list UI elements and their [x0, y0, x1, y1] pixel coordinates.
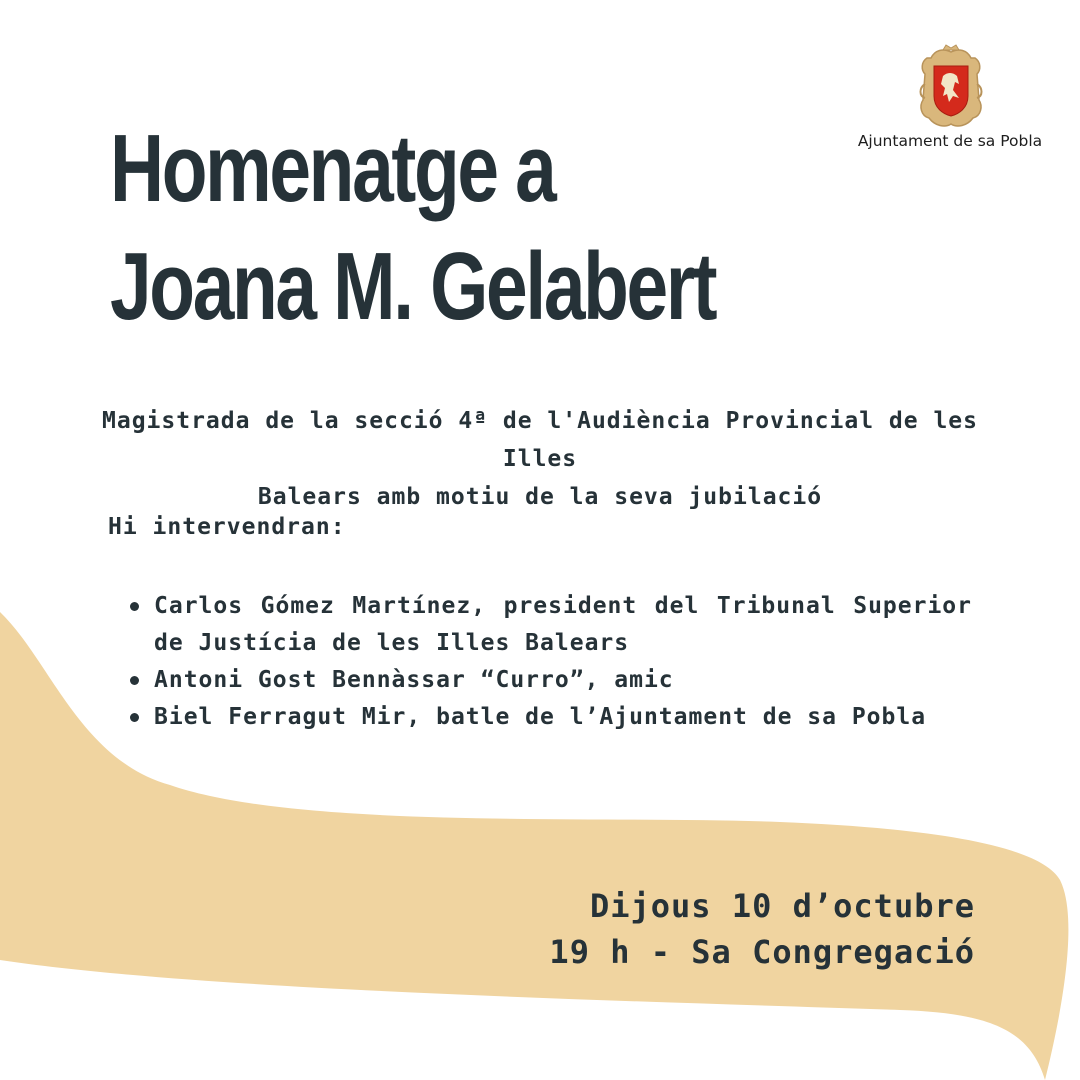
- title-line-1: Homenatge a: [110, 115, 555, 222]
- bullet-icon: [130, 713, 139, 722]
- subtitle-line-1: Magistrada de la secció 4ª de l'Audiència Provincial de les Illes: [102, 408, 978, 472]
- subtitle-line-2: Balears amb motiu de la seva jubilació: [257, 484, 823, 510]
- event-details: [549, 883, 975, 975]
- speaker-text: Carlos Gómez Martínez, president del Tribunal Superior de Justícia de les Illes Balears: [154, 593, 972, 656]
- subtitle: [100, 402, 980, 516]
- bullet-icon: [130, 676, 139, 685]
- event-time-place: 19 h - Sa Congregació: [549, 933, 975, 971]
- speakers-intro: Hi intervendran:: [108, 514, 346, 540]
- speakers-list: [130, 588, 972, 736]
- page-title: [110, 110, 734, 346]
- speaker-text: Biel Ferragut Mir, batle de l’Ajuntament de sa Pobla: [154, 704, 927, 730]
- title-line-2: Joana M. Gelabert: [110, 233, 716, 340]
- speaker-text: Antoni Gost Bennàssar “Curro”, amic: [154, 667, 674, 693]
- ajuntament-logo: [840, 40, 1060, 160]
- event-date: Dijous 10 d’octubre: [589, 887, 975, 925]
- list-item: [130, 699, 972, 736]
- logo-text: Ajuntament de sa Pobla: [857, 132, 1043, 150]
- list-item: [130, 662, 972, 699]
- bullet-icon: [130, 602, 139, 611]
- list-item: [130, 588, 972, 662]
- coat-of-arms-icon: [915, 44, 987, 130]
